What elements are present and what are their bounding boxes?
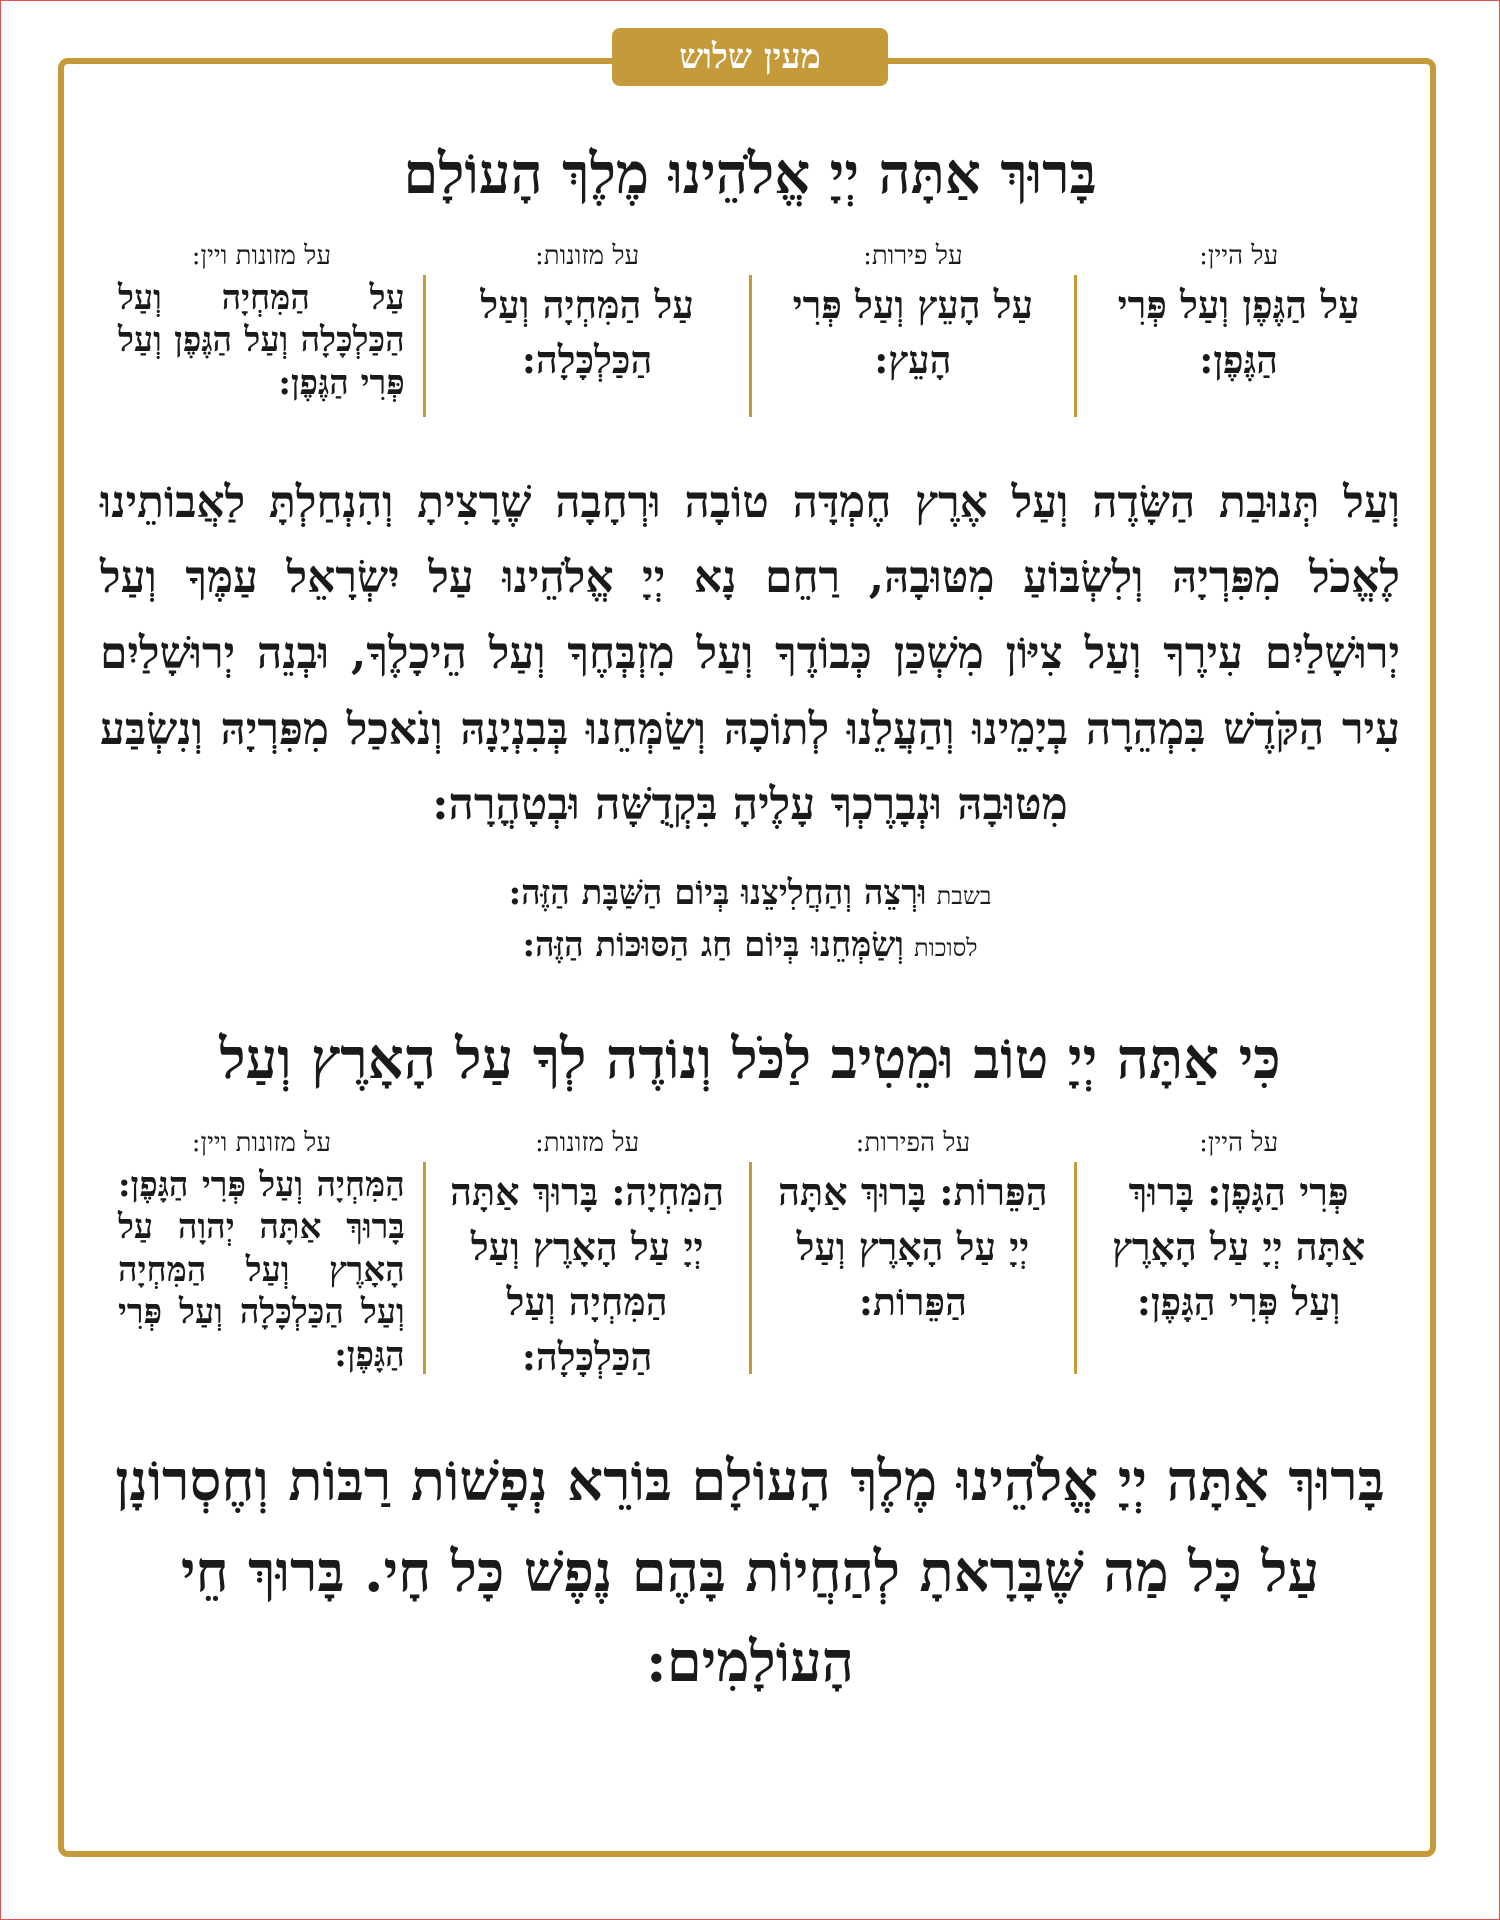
holiday-inserts [100,873,1400,965]
column-text: הַמִּחְיָה וְעַל פְּרִי הַגָּפֶן: בָּרוּךְ אַתָּה יְהוָה עַל הָאָרֶץ וְעַל הַמִּחְיָה וְעַל הַכַּלְכָּלָה וְעַל פְּרִי הַגָּפֶן: [118,1164,405,1375]
top-column-grain [426,241,749,421]
top-columns [100,241,1400,421]
shabbat-insert [100,873,1400,913]
column-label: על מזונות ויין: [191,1127,332,1158]
bottom-column-grain-wine [100,1128,423,1378]
bottom-columns [100,1128,1400,1378]
bottom-column-grain [426,1128,749,1378]
opening-blessing: בָּרוּךְ אַתָּה יְיָ אֱלֹהֵינוּ מֶלֶךְ הָעוֹלָם [403,141,1097,207]
column-text: עַל הַמִּחְיָה וְעַל הַכַּלְכָּלָה: [480,281,694,382]
column-divider [749,1162,752,1374]
main-paragraph: וְעַל תְּנוּבַת הַשָּׂדֶה וְעַל אֶרֶץ חֶמְדָּה טוֹבָה וּרְחָבָה שֶׁרָצִיתָ וְהִנְחַלְתָּ לַאֲבוֹתֵינוּ לֶאֱכֹל מִפִּרְיָהּ וְלִשְׂבּוֹעַ מִטּוּבָהּ, רַחֵם נָא יְיָ אֱלֹהֵינוּ עַל יִשְׂרָאֵל עַמֶּךָ וְעַל יְרוּשָׁלַיִם עִירֶךָ וְעַל צִיּוֹן מִשְׁכַּן כְּבוֹדֶךָ וְעַל מִזְבְּחֶךָ וְעַל הֵיכָלֶךָ, וּבְנֵה יְרוּשָׁלַיִם עִיר הַקֹּדֶשׁ בִּמְהֵרָה בְיָמֵינוּ וְהַעֲלֵנוּ לְתוֹכָהּ וְשַׂמְּחֵנוּ בְּבִנְיָנָהּ וְנֹאכַל מִפִּרְיָהּ וְנִשְׂבַּע מִטּוּבָהּ וּנְבָרֶכְךָ עָלֶיהָ בִּקְדֻשָּׁה וּבְטָהֳרָה: [100,476,1400,831]
column-text: הַמִּחְיָה: בָּרוּךְ אַתָּה יְיָ עַל הָאָרֶץ וְעַל הַמִּחְיָה וְעַל הַכַּלְכָּלָה: [450,1168,725,1380]
column-text: הַפֵּרוֹת: בָּרוּךְ אַתָּה יְיָ עַל הָאָרֶץ וְעַל הַפֵּרוֹת: [778,1168,1048,1325]
column-label: על הפירות: [855,1127,971,1158]
column-label: על היין: [1199,1127,1279,1158]
insert-text: וְשַׂמְּחֵנוּ בְּיוֹם חַג הַסּוּכּוֹת הַזֶּה: [522,925,904,966]
column-divider [423,275,426,417]
insert-label: לסוכות [914,934,978,963]
bottom-column-fruit [752,1128,1075,1378]
column-text: עַל הָעֵץ וְעַל פְּרִי הָעֵץ: [792,281,1034,382]
column-text: עַל הַגֶּפֶן וְעַל פְּרִי הַגֶּפֶן: [1117,281,1360,382]
sukkot-insert [100,925,1400,965]
title-tab: מעין שלוש [612,28,888,86]
insert-label: בשבת [936,882,992,911]
top-column-grain-wine [100,241,423,421]
column-divider [423,1162,426,1374]
insert-text: וּרְצֵה וְהַחֲלִיצֵנוּ בְּיוֹם הַשַּׁבָּת הַזֶּה: [508,873,927,914]
middle-line: כִּי אַתָּה יְיָ טוֹב וּמֵטִיב לַכֹּל וְנוֹדֶה לְךָ עַל הָאָרֶץ וְעַל [219,1026,1281,1093]
column-label: על מזונות: [535,1127,640,1158]
column-divider [749,275,752,417]
top-column-wine [1077,241,1400,421]
column-text: עַל הַמִּחְיָה וְעַל הַכַּלְכָּלָה וְעַל הַגֶּפֶן וְעַל פְּרִי הַגֶּפֶן: [118,277,405,403]
column-divider [1074,1162,1077,1374]
column-label: על מזונות ויין: [191,240,332,271]
closing-blessing: בָּרוּךְ אַתָּה יְיָ אֱלֹהֵינוּ מֶלֶךְ הָעוֹלָם בּוֹרֵא נְפָשׁוֹת רַבּוֹת וְחֶסְרוֹנָן עַל כָּל מַה שֶּׁבָּרָאתָ לְהַחֲיוֹת בָּהֶם נֶפֶשׁ כָּל חָי. בָּרוּךְ חֵי הָעוֹלָמִים: [115,1447,1385,1696]
column-label: על היין: [1199,240,1279,271]
column-divider [1074,275,1077,417]
column-label: על מזונות: [535,240,640,271]
bottom-column-wine [1077,1128,1400,1378]
column-text: פְּרִי הַגָּפֶן: בָּרוּךְ אַתָּה יְיָ עַל הָאָרֶץ וְעַל פְּרִי הַגָּפֶן: [1112,1168,1366,1325]
top-column-fruit [752,241,1075,421]
blessing-content [100,130,1400,1708]
column-label: על פירות: [863,240,963,271]
